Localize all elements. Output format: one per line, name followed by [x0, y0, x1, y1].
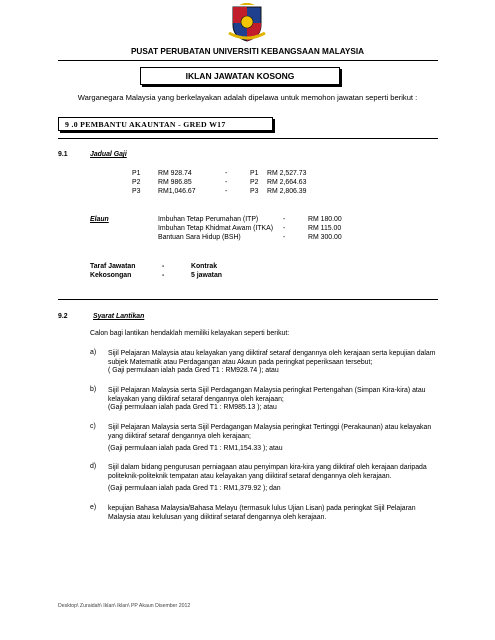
intro-text: Warganegara Malaysia yang berkelayakan adalah dipelawa untuk memohon jawatan seperti berikut : — [77, 93, 418, 102]
salary-title: Jadual Gaji — [90, 151, 127, 158]
item-letter: c) — [90, 423, 96, 430]
item-letter: a) — [90, 349, 97, 356]
item-letter: e) — [90, 504, 97, 511]
status-dash: - — [162, 263, 165, 270]
organization-name: PUSAT PERUBATAN UNIVERSITI KEBANGSAAN MALAYSIA — [130, 47, 365, 56]
item-letter: d) — [90, 463, 97, 470]
post-title-box: 9 .0 PEMBANTU AKAUNTAN - GRED W17 — [58, 117, 273, 131]
salary-max: RM 2,806.39 — [267, 188, 307, 195]
salary-dash: - — [225, 179, 228, 186]
requirements-lead: Calon bagi lantikan hendaklah memiliki kelayakan seperti berikut: — [90, 330, 290, 337]
university-crest-logo — [227, 3, 267, 43]
salary-grade: P1 — [132, 170, 141, 177]
requirement-text: kepujian Bahasa Malaysia/Bahasa Melayu (termasuk lulus Ujian Lisan) pada peringkat Sijil Pelajaran Malaysia atau kelulusan yang diiktiraf setaraf dengannya oleh kerajaan. — [108, 505, 416, 521]
allowance-title: Elaun — [90, 216, 109, 223]
requirements-title: Syarat Lantikan — [93, 313, 145, 320]
starting-salary-note: (Gaji permulaan ialah pada Gred T1 : RM1,154.33 ); atau — [108, 445, 283, 452]
salary-min: RM 928.74 — [158, 170, 192, 177]
salary-grade: P3 — [132, 188, 141, 195]
salary-grade: P2 — [132, 179, 141, 186]
salary-dash: - — [225, 170, 228, 177]
vacancy-banner: IKLAN JAWATAN KOSONG — [140, 67, 340, 85]
salary-max: RM 2,527.73 — [267, 170, 307, 177]
allowance-name: Bantuan Sara Hidup (BSH) — [158, 234, 241, 241]
status-label: Taraf Jawatan — [90, 263, 136, 270]
requirement-text: Sijil Pelajaran Malaysia serta Sijil Perdagangan Malaysia peringkat Tertinggi (Perakaunan) atau kelayakan yang diiktiraf setaraf dengannya oleh kerajaan; — [108, 424, 432, 440]
allowance-name: Imbuhan Tetap Perumahan (ITP) — [158, 216, 259, 223]
section-number: 9.2 — [58, 313, 68, 320]
requirement-text: Sijil Pelajaran Malaysia serta Sijil Perdagangan Malaysia peringkat Pertengahan (Simpan Kira-kira) atau kelayakan yang diiktiraf setaraf dengannya oleh kerajaan; — [108, 387, 426, 403]
salary-min: RM 986.85 — [158, 179, 192, 186]
allowance-amount: RM 300.00 — [308, 234, 342, 241]
status-dash: - — [162, 272, 165, 279]
file-path-footer: Desktop\ Zuraidah\ Iklan\ Iklan\ PP Akaun Disember 2012 — [58, 603, 191, 609]
salary-grade-max: P1 — [250, 170, 259, 177]
item-letter: b) — [90, 386, 97, 393]
allowance-dash: - — [283, 234, 286, 241]
section-number: 9.1 — [58, 151, 68, 158]
starting-salary-note: (Gaji permulaan ialah pada Gred T1 : RM985.13 ); atau — [108, 404, 277, 411]
requirement-text: Sijil dalam bidang pengurusan perniagaan atau penyimpan kira-kira yang diiktiraf oleh kerajaan daripada politeknik-politeknik tempatan atau kelayakan yang diiktiraf setaraf dengannya oleh kerajaan. — [108, 464, 427, 480]
section-divider — [58, 299, 438, 300]
status-value: Kontrak — [191, 263, 218, 270]
status-label: Kekosongan — [90, 272, 132, 279]
starting-salary-note: (Gaji permulaan ialah pada Gred T1 : RM1,379.92 ); dan — [108, 485, 281, 492]
salary-min: RM1,046.67 — [158, 188, 196, 195]
allowance-dash: - — [283, 225, 286, 232]
section-divider — [58, 138, 438, 139]
header-divider — [58, 60, 438, 61]
allowance-dash: - — [283, 216, 286, 223]
status-value: 5 jawatan — [191, 272, 223, 279]
allowance-amount: RM 180.00 — [308, 216, 342, 223]
salary-dash: - — [225, 188, 228, 195]
requirement-text: Sijil Pelajaran Malaysia atau kelayakan yang diiktiraf setaraf dengannya oleh kerajaan serta kepujian dalam subjek Matematik atau Perdagangan atau Akaun pada peringkat peperiksaan tersebut; — [108, 350, 436, 366]
salary-max: RM 2,664.63 — [267, 179, 307, 186]
salary-grade-max: P2 — [250, 179, 259, 186]
allowance-name: Imbuhan Tetap Khidmat Awam (ITKA) — [158, 225, 274, 232]
allowance-amount: RM 115.00 — [308, 225, 342, 232]
salary-grade-max: P3 — [250, 188, 259, 195]
starting-salary-note: ( Gaji permulaan ialah pada Gred T1 : RM928.74 ); atau — [108, 367, 279, 374]
